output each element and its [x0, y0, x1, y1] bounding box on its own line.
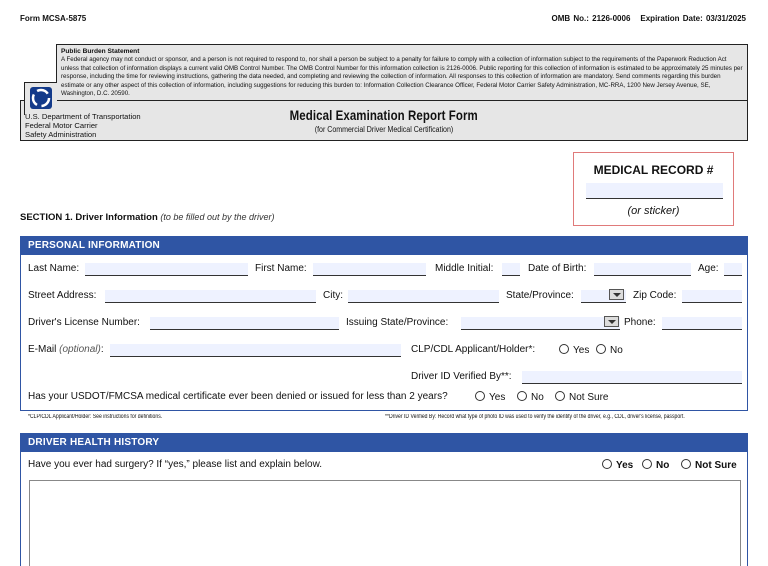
verified-by-label: Driver ID Verified By**:: [411, 371, 512, 382]
city-label: City:: [323, 290, 343, 301]
surgery-not-sure-label: Not Sure: [695, 460, 737, 471]
burden-title: Public Burden Statement: [61, 48, 140, 55]
driver-health-history-header: DRIVER HEALTH HISTORY: [21, 434, 747, 452]
agency-title-row: [20, 100, 748, 141]
email-label-text: E-Mail: [28, 344, 57, 355]
state-label: State/Province:: [506, 290, 574, 301]
zip-label: Zip Code:: [633, 290, 677, 301]
footnote-clp: *CLP/CDL Applicant/Holder: See instructions for definitions.: [28, 414, 163, 420]
radio-circle-icon: [681, 459, 691, 469]
surgery-question: Have you ever had surgery? If “yes,” please list and explain below.: [28, 459, 323, 470]
row-license: [28, 315, 741, 331]
form-header: [20, 44, 748, 141]
dot-logo: [24, 82, 57, 115]
denied-yes-radio[interactable]: [475, 391, 505, 403]
agency-line-3: Safety Administration: [25, 130, 97, 139]
form-subtitle: (for Commercial Driver Medical Certification): [314, 125, 454, 134]
denied-not-sure-label: Not Sure: [569, 392, 609, 403]
personal-information-panel: [20, 236, 748, 411]
section-1-note: (to be filled out by the driver): [160, 212, 275, 222]
agency-line-2: Federal Motor Carrier: [25, 121, 98, 130]
clp-no-radio[interactable]: [596, 344, 623, 356]
clp-label: CLP/CDL Applicant/Holder*:: [411, 344, 536, 355]
public-burden-statement: [56, 44, 748, 100]
age-label: Age:: [698, 263, 719, 274]
street-input[interactable]: [105, 290, 316, 303]
surgery-yes-radio[interactable]: [602, 459, 633, 471]
dob-input[interactable]: [594, 263, 691, 276]
last-name-label: Last Name:: [28, 263, 80, 274]
form-meta: [20, 14, 748, 26]
surgery-no-label: No: [656, 460, 670, 471]
omb-info: [551, 14, 746, 23]
surgery-not-sure-radio[interactable]: [681, 459, 737, 471]
phone-input[interactable]: [662, 317, 742, 330]
middle-initial-label: Middle Initial:: [435, 263, 494, 274]
dob-label: Date of Birth:: [528, 263, 587, 274]
footnote-verified: **Driver ID Verified By: Record what type of photo ID was used to verify the identity of the driver, e.g., CDL, driver's license, passport.: [385, 414, 685, 420]
street-label: Street Address:: [28, 290, 97, 301]
clp-yes-radio[interactable]: [559, 344, 589, 356]
license-input[interactable]: [150, 317, 339, 330]
email-optional-note: (optional): [59, 344, 101, 355]
radio-circle-icon: [642, 459, 652, 469]
form-title: Medical Examination Report Form: [289, 107, 479, 123]
row-name: [28, 261, 741, 277]
radio-circle-icon: [602, 459, 612, 469]
surgery-explanation-textarea[interactable]: [29, 480, 741, 566]
medical-record-note: (or sticker): [627, 205, 680, 217]
clp-no-label: No: [610, 345, 623, 356]
denied-no-label: No: [531, 392, 544, 403]
denied-yes-label: Yes: [489, 392, 506, 403]
row-denied: [28, 389, 741, 405]
radio-circle-icon: [559, 344, 569, 354]
dot-tri-arc-logo-icon: [30, 87, 52, 109]
zip-input[interactable]: [682, 290, 742, 303]
phone-label: Phone:: [624, 317, 656, 328]
form-id: Form MCSA-5875: [20, 14, 87, 23]
surgery-no-radio[interactable]: [642, 459, 669, 471]
medical-record-label: MEDICAL RECORD #: [593, 163, 714, 177]
medical-record-box: [573, 152, 734, 226]
middle-initial-input[interactable]: [502, 263, 520, 276]
radio-circle-icon: [555, 391, 565, 401]
email-label: [28, 344, 104, 355]
issuing-state-dropdown-arrow-icon[interactable]: [604, 316, 619, 327]
driver-health-history-panel: [20, 433, 748, 566]
radio-circle-icon: [596, 344, 606, 354]
medical-record-input[interactable]: [586, 183, 723, 199]
email-colon: :: [100, 344, 104, 355]
denied-no-radio[interactable]: [517, 391, 544, 403]
issuing-state-select[interactable]: [461, 317, 620, 330]
agency-name: [25, 112, 141, 139]
burden-text: A Federal agency may not conduct or sponsor, and a person is not required to respond to, nor shall a person be subject to a penalty for failure to comply with a collection of information subject to the requirements of the Paperwork Reduction Act unless that collection of information displays a current valid OMB Control Number. The OMB Control Number for this information collection is 2126-0006. Public reporting for this collection of information is estimated to be approximately 25 minutes per response, including the time for reviewing instructions, gathering the data needed, and completing and reviewing the collection of information. All responses to this collection of information are mandatory. Send comments regarding this burden estimate or any other aspect of this collection of information, including suggestions for reducing this burden to: Information Collection Clearance Officer, Federal Motor Carrier Safety Administration, MC-RRA, 1200 New Jersey Avenue, SE, Washington, D.C. 20590.: [61, 56, 743, 98]
section-1-title: [20, 212, 274, 223]
row-verified: [28, 369, 741, 385]
radio-circle-icon: [475, 391, 485, 401]
section-1-heading: SECTION 1. Driver Information: [20, 212, 158, 223]
denied-question: Has your USDOT/FMCSA medical certificate ever been denied or issued for less than 2 years?: [28, 391, 448, 402]
row-email: [28, 342, 741, 358]
surgery-yes-label: Yes: [616, 460, 634, 471]
first-name-label: First Name:: [255, 263, 307, 274]
denied-not-sure-radio[interactable]: [555, 391, 608, 403]
last-name-input[interactable]: [85, 263, 248, 276]
agency-line-1: U.S. Department of Transportation: [25, 112, 141, 121]
personal-information-header: PERSONAL INFORMATION: [21, 237, 747, 255]
email-input[interactable]: [110, 344, 401, 357]
age-input[interactable]: [724, 263, 742, 276]
verified-by-input[interactable]: [522, 371, 742, 384]
city-input[interactable]: [348, 290, 499, 303]
state-dropdown-arrow-icon[interactable]: [609, 289, 624, 300]
radio-circle-icon: [517, 391, 527, 401]
expiration-date: Expiration Date: 03/31/2025: [640, 14, 746, 23]
first-name-input[interactable]: [313, 263, 426, 276]
form-title-block: [221, 107, 547, 134]
omb-number: OMB No.: 2126-0006: [551, 14, 631, 23]
issuing-state-label: Issuing State/Province:: [346, 317, 449, 328]
clp-yes-label: Yes: [573, 345, 590, 356]
license-label: Driver's License Number:: [28, 317, 140, 328]
row-address: [28, 288, 741, 304]
